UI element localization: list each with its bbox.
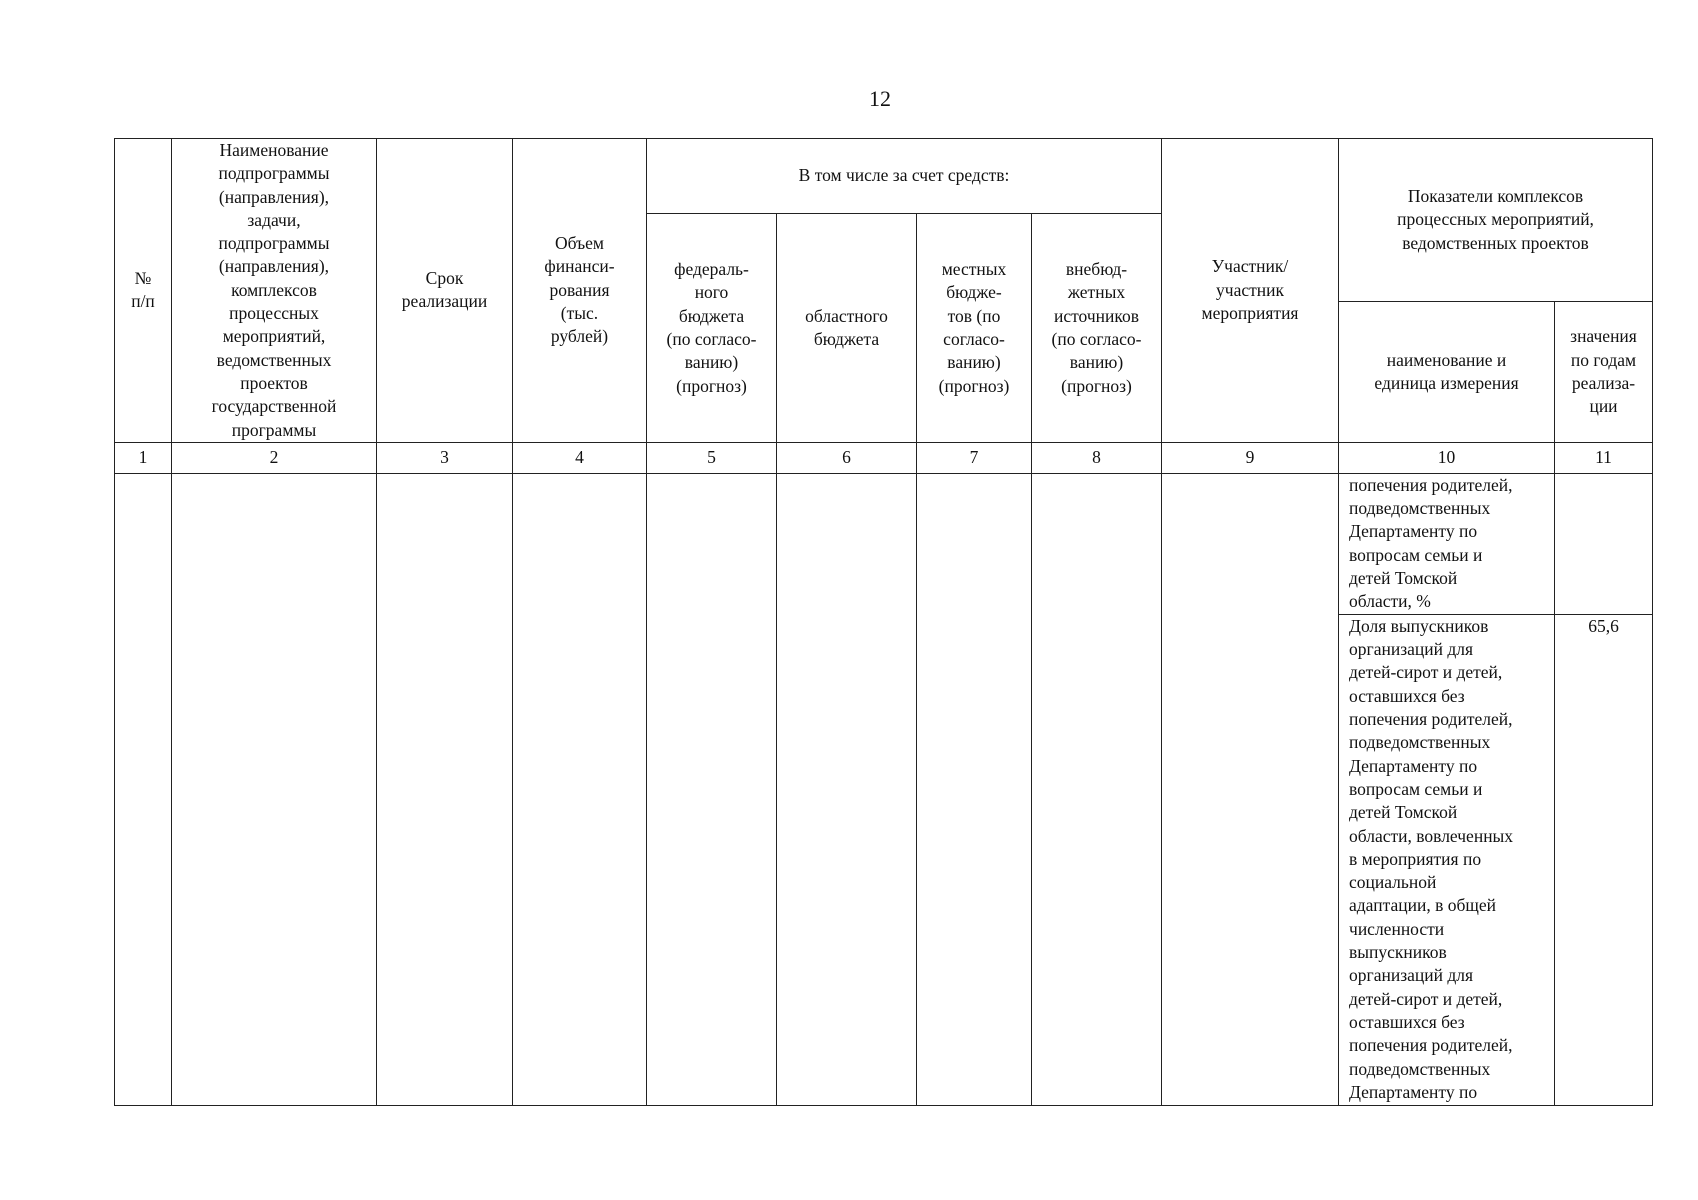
header-local-budgets: местных бюдже- тов (по согласо- ванию) (прогноз) <box>917 214 1032 443</box>
header-funds-group: В том числе за счет средств: <box>647 139 1162 214</box>
header-volume: Объем финанси- рования (тыс. рублей) <box>513 139 647 443</box>
header-name: Наименование подпрограммы (направления), задачи, подпрограммы (направления), комплексов процессных мероприятий, ведомственных проектов государственной программы <box>172 139 377 443</box>
indicator-name-cell: Доля выпускников организаций для детей-сирот и детей, оставшихся без попечения родителей, подведомственных Департаменту по вопросам семьи и детей Томской области, вовлеченных в мероприятия по социальной адаптации, в общей численности выпускников организаций для детей-сирот и детей, оставшихся без попечения родителей, подведомственных Департаменту по <box>1339 614 1555 1105</box>
header-indicator-name: наименование и единица измерения <box>1339 302 1555 443</box>
column-number: 11 <box>1555 442 1653 473</box>
column-number: 7 <box>917 442 1032 473</box>
cell-name <box>172 473 377 1105</box>
column-number: 10 <box>1339 442 1555 473</box>
indicator-value-cell <box>1555 473 1653 614</box>
column-number: 9 <box>1162 442 1339 473</box>
column-number: 2 <box>172 442 377 473</box>
program-table <box>114 138 1653 1106</box>
header-regional-budget: областного бюджета <box>777 214 917 443</box>
column-number: 3 <box>377 442 513 473</box>
cell-participant <box>1162 473 1339 1105</box>
cell-extrabudgetary <box>1032 473 1162 1105</box>
page-number: 12 <box>869 86 891 111</box>
header-number: № п/п <box>115 139 172 443</box>
cell-number <box>115 473 172 1105</box>
header-indicator-values: значения по годам реализа- ции <box>1555 302 1653 443</box>
header-period: Срок реализации <box>377 139 513 443</box>
header-indicators-group: Показатели комплексов процессных мероприятий, ведомственных проектов <box>1339 139 1653 302</box>
column-number: 6 <box>777 442 917 473</box>
column-number: 1 <box>115 442 172 473</box>
header-extrabudgetary: внебюд- жетных источников (по согласо- ванию) (прогноз) <box>1032 214 1162 443</box>
cell-period <box>377 473 513 1105</box>
cell-federal-budget <box>647 473 777 1105</box>
cell-volume <box>513 473 647 1105</box>
indicator-name-cell: попечения родителей, подведомственных Департаменту по вопросам семьи и детей Томской области, % <box>1339 473 1555 614</box>
column-number: 8 <box>1032 442 1162 473</box>
cell-regional-budget <box>777 473 917 1105</box>
column-number: 5 <box>647 442 777 473</box>
column-number: 4 <box>513 442 647 473</box>
header-participant: Участник/ участник мероприятия <box>1162 139 1339 443</box>
cell-local-budgets <box>917 473 1032 1105</box>
header-federal-budget: федераль- ного бюджета (по согласо- ванию) (прогноз) <box>647 214 777 443</box>
indicator-value-cell: 65,6 <box>1555 614 1653 1105</box>
